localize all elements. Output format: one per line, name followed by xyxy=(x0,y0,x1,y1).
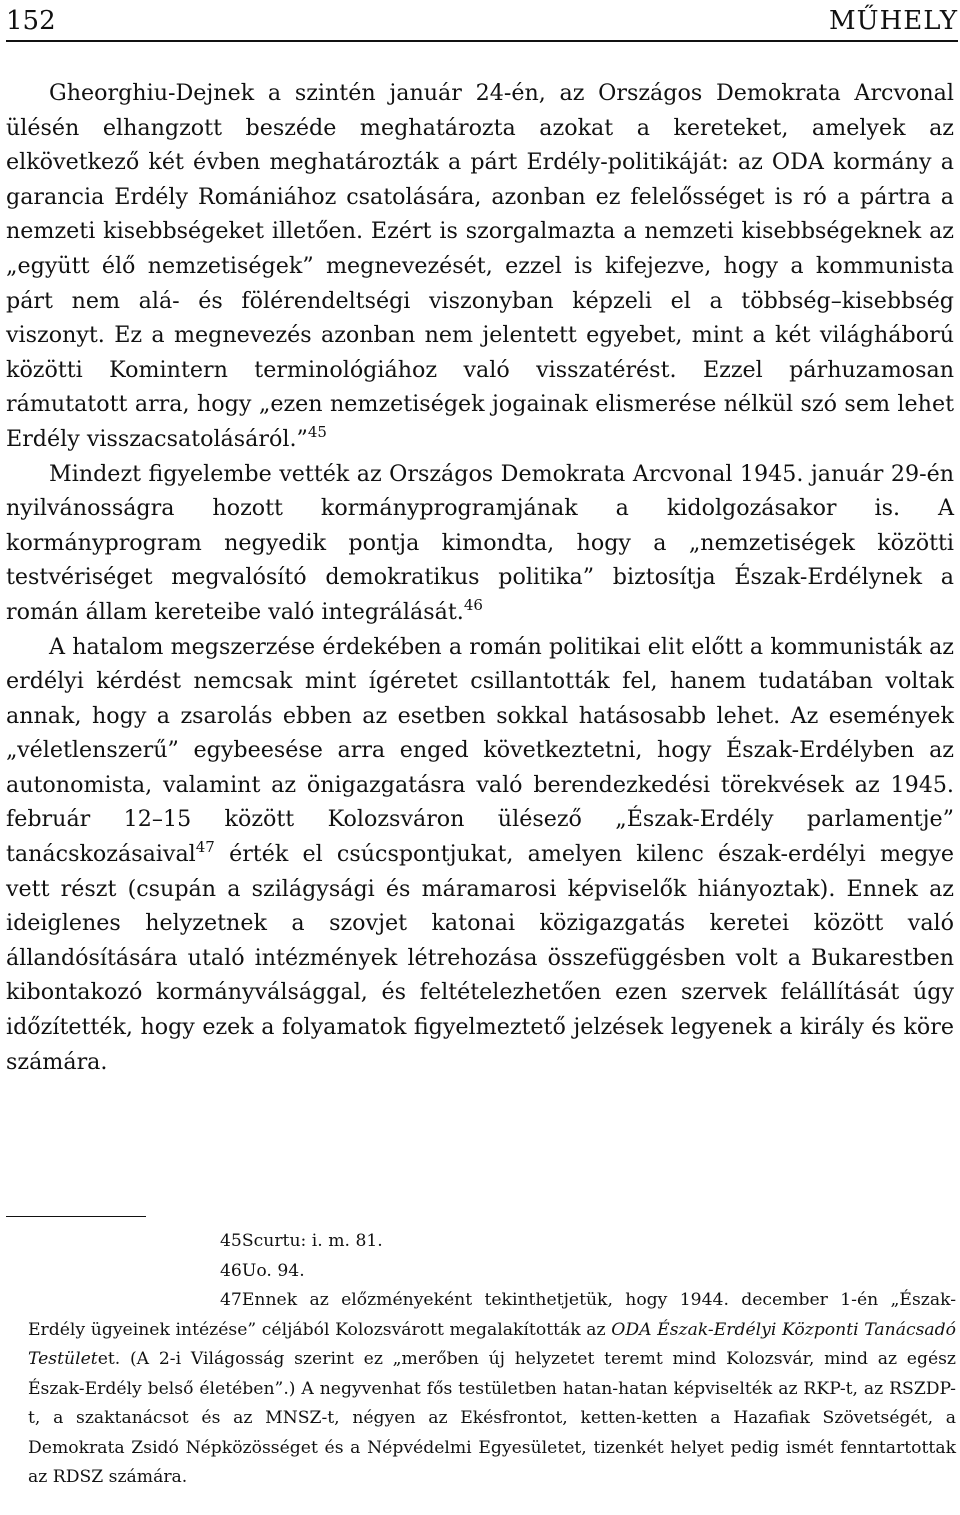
footnote xyxy=(28,1257,956,1287)
paragraph xyxy=(6,76,954,457)
footnote xyxy=(28,1227,956,1257)
footnote-reference: 45 xyxy=(307,422,327,441)
footnote-number: 47 xyxy=(220,1290,242,1310)
footnote-number: 45 xyxy=(220,1231,242,1251)
section-title: MŰHELY xyxy=(829,6,958,36)
paragraph xyxy=(6,457,954,630)
footnote-text: et. (A 2-i Világosság szerint ez „merőben új helyzetet teremt mind Kolozsvár, mind az egész Észak-Erdély belső életében”.) A negyvenhat fős testületben hatan-hatan képviselték az RKP-t, az RSZDP-t, a szaktanácsot és az MNSZ-t, négyen az Ekésfrontot, ketten-ketten a Hazafiak Szövetségét, a Demokrata Zsidó Népközösséget és a Népvédelmi Egyesületet, tizenkét helyet pedig ismét fenntartottak az RDSZ számára. xyxy=(28,1349,956,1487)
footnote-text: Uo. 94. xyxy=(241,1260,305,1281)
footnote-reference: 46 xyxy=(463,595,483,614)
italic-title: ODA Észak-Erdélyi Központi Tanácsadó Testület xyxy=(28,1319,956,1369)
footnote-number: 46 xyxy=(220,1260,242,1281)
text-run: A hatalom megszerzése érdekében a román politikai elit előtt a kommunisták az erdélyi kérdést nemcsak mint ígéretet csillantották fel, hanem tudatában voltak annak, hogy a zsarolás ebben az esetben sokkal hatásosabb lehet. Az események „véletlenszerű” egybeesése arra enged következtetni, hogy Észak-Erdélyben az autonomista, valamint az önigazgatásra való berendezkedési törekvések az 1945. február 12–15 között Kolozsváron ülésező „Észak-Erdély parlamentje” tanácskozásaival xyxy=(6,633,954,868)
footnote-text: Scurtu: i. m. 81. xyxy=(241,1231,383,1251)
footnote xyxy=(28,1286,956,1493)
footnote-text: Ennek az előzményeként tekinthetjetük, hogy 1944. december 1-én „Észak-Erdély ügyeinek intézése” céljából Kolozsvárott megalakították az xyxy=(28,1290,956,1340)
page-header xyxy=(6,4,958,42)
text-run: Gheorghiu-Dejnek a szintén január 24-én, az Országos Demokrata Arcvonal ülésén elhangzott beszéde meghatározta azokat a kereteket, amelyek az elkövetkező két évben meghatározták a párt Erdély-politikáját: az ODA kormány a garancia Erdély Romániához csatolására, azonban ez felelősséget is ró a pártra a nemzeti kisebbségeket illetően. Ezért is szorgalmazta a nemzeti kisebbségeknek az „együtt élő nemzetiségek” megnevezését, ezzel is kifejezve, hogy a kommunista párt nem alá- és fölérendeltségi viszonyban képzeli el a többség–kisebbség viszonyt. Ez a megnevezés azonban nem jelentett egyebet, mint a két világháború közötti Komintern terminológiához való visszatérést. Ezzel párhuzamosan rámutatott arra, hogy „ezen nemzetiségek jogainak elismerése nélkül szó sem lehet Erdély visszacsatolásáról.” xyxy=(6,80,954,452)
footnote-separator xyxy=(6,1216,146,1217)
footnote-reference: 47 xyxy=(195,838,215,857)
page-number: 152 xyxy=(6,6,56,36)
text-run: Mindezt figyelembe vették az Országos Demokrata Arcvonal 1945. január 29-én nyilvánosságra hozott kormányprogramjának a kidolgozásakor is. A kormányprogram negyedik pontja kimondta, hogy a „nemzetiségek közötti testvériséget megvalósító demokratikus politika” biztosítja Észak-Erdélynek a román állam kereteibe való integrálását. xyxy=(6,460,954,625)
paragraph xyxy=(6,630,954,1080)
footnotes xyxy=(28,1227,956,1493)
body-text xyxy=(6,76,954,1079)
text-run: érték el csúcspontjukat, amelyen kilenc észak-erdélyi megye vett részt (csupán a szilágysági és máramarosi képviselők hiányoztak). Ennek az ideiglenes helyzetnek a szovjet katonai közigazgatás keretei között való állandósítására utaló intézmények létrehozása összefüggésben volt a Bukarestben kibontakozó kormányválsággal, és feltételezhetően ezen szervek felállítását úgy időzítették, hogy ezek a folyamatok figyelmeztető jelzések legyenek a király és köre számára. xyxy=(6,841,954,1075)
